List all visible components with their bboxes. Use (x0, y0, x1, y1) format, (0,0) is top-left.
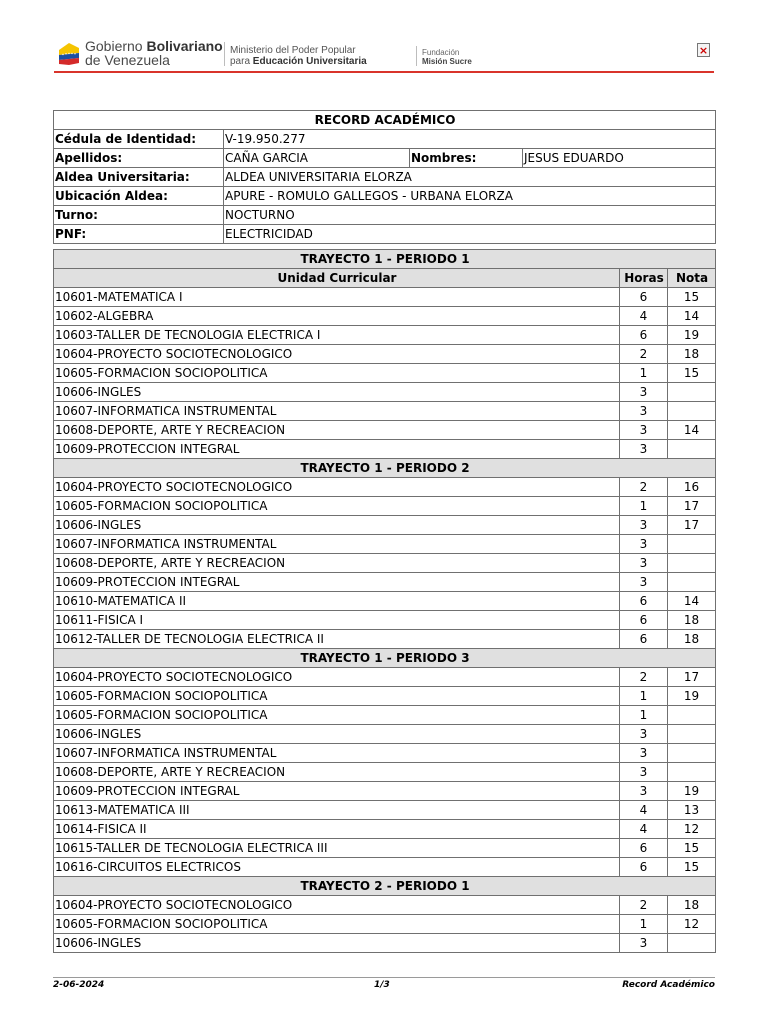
table-row (54, 554, 716, 573)
header-divider (224, 42, 225, 66)
unidad-cell: 10606-INGLES (54, 383, 620, 402)
nota-cell (668, 706, 716, 725)
turno-value: NOCTURNO (224, 206, 716, 225)
horas-column-header: Horas (620, 269, 668, 288)
section-row (54, 649, 716, 668)
unidad-cell: 10604-PROYECTO SOCIOTECNOLOGICO (54, 668, 620, 687)
nota-cell (668, 934, 716, 953)
table-row (54, 345, 716, 364)
section-row (54, 250, 716, 269)
nota-cell: 19 (668, 782, 716, 801)
horas-cell: 3 (620, 744, 668, 763)
table-row (54, 288, 716, 307)
unidad-cell: 10609-PROTECCION INTEGRAL (54, 573, 620, 592)
horas-cell: 1 (620, 497, 668, 516)
nota-cell: 17 (668, 516, 716, 535)
nota-cell (668, 440, 716, 459)
gobierno-logo-text: Gobierno Bolivariano de Venezuela (85, 38, 223, 68)
nota-cell (668, 402, 716, 421)
horas-cell: 3 (620, 440, 668, 459)
table-row (54, 801, 716, 820)
record-title: RECORD ACADÉMICO (54, 111, 716, 130)
nota-cell (668, 554, 716, 573)
table-row (54, 383, 716, 402)
horas-cell: 4 (620, 307, 668, 326)
unidad-cell: 10605-FORMACION SOCIOPOLITICA (54, 915, 620, 934)
nota-cell: 12 (668, 915, 716, 934)
footer-page-number: 1/3 (374, 980, 390, 990)
unidad-cell: 10606-INGLES (54, 934, 620, 953)
nota-cell (668, 383, 716, 402)
pnf-label: PNF: (54, 225, 224, 244)
nota-cell (668, 763, 716, 782)
ubicacion-value: APURE - ROMULO GALLEGOS - URBANA ELORZA (224, 187, 716, 206)
nota-cell: 15 (668, 288, 716, 307)
unidad-cell: 10611-FISICA I (54, 611, 620, 630)
table-row (54, 307, 716, 326)
header-divider (416, 46, 417, 66)
horas-cell: 2 (620, 668, 668, 687)
unidad-column-header: Unidad Curricular (54, 269, 620, 288)
nota-cell: 16 (668, 478, 716, 497)
table-row (54, 421, 716, 440)
table-row (54, 839, 716, 858)
horas-cell: 3 (620, 782, 668, 801)
venezuela-flag-icon (57, 40, 81, 66)
nota-cell: 18 (668, 896, 716, 915)
unidad-cell: 10616-CIRCUITOS ELECTRICOS (54, 858, 620, 877)
section-row (54, 877, 716, 896)
nota-cell: 19 (668, 687, 716, 706)
section-title: TRAYECTO 1 - PERIODO 3 (54, 649, 716, 668)
unidad-cell: 10603-TALLER DE TECNOLOGIA ELECTRICA I (54, 326, 620, 345)
table-row (54, 516, 716, 535)
table-row (54, 592, 716, 611)
page-header (0, 0, 768, 80)
table-row (54, 744, 716, 763)
unidad-cell: 10604-PROYECTO SOCIOTECNOLOGICO (54, 345, 620, 364)
horas-cell: 6 (620, 326, 668, 345)
table-row (54, 326, 716, 345)
fundacion-text: Fundación Misión Sucre (422, 48, 472, 66)
nota-cell: 18 (668, 630, 716, 649)
unidad-cell: 10608-DEPORTE, ARTE Y RECREACION (54, 554, 620, 573)
nota-cell: 19 (668, 326, 716, 345)
table-row (54, 896, 716, 915)
unidad-cell: 10605-FORMACION SOCIOPOLITICA (54, 497, 620, 516)
horas-cell: 4 (620, 801, 668, 820)
horas-cell: 3 (620, 573, 668, 592)
section-row (54, 459, 716, 478)
unidad-cell: 10607-INFORMATICA INSTRUMENTAL (54, 744, 620, 763)
unidad-cell: 10608-DEPORTE, ARTE Y RECREACION (54, 421, 620, 440)
nota-cell: 13 (668, 801, 716, 820)
unidad-cell: 10609-PROTECCION INTEGRAL (54, 440, 620, 459)
unidad-cell: 10605-FORMACION SOCIOPOLITICA (54, 364, 620, 383)
table-row (54, 668, 716, 687)
unidad-cell: 10602-ALGEBRA (54, 307, 620, 326)
aldea-label: Aldea Universitaria: (54, 168, 224, 187)
unidad-cell: 10610-MATEMATICA II (54, 592, 620, 611)
nota-cell (668, 725, 716, 744)
horas-cell: 6 (620, 630, 668, 649)
nota-cell: 15 (668, 364, 716, 383)
table-row (54, 725, 716, 744)
pnf-value: ELECTRICIDAD (224, 225, 716, 244)
section-title: TRAYECTO 1 - PERIODO 1 (54, 250, 716, 269)
unidad-cell: 10608-DEPORTE, ARTE Y RECREACION (54, 763, 620, 782)
nota-cell: 18 (668, 345, 716, 364)
student-info-table (53, 110, 716, 244)
horas-cell: 3 (620, 725, 668, 744)
nota-cell (668, 535, 716, 554)
footer-divider (53, 977, 715, 978)
nota-column-header: Nota (668, 269, 716, 288)
table-row (54, 915, 716, 934)
unidad-cell: 10604-PROYECTO SOCIOTECNOLOGICO (54, 896, 620, 915)
nota-cell: 14 (668, 592, 716, 611)
cedula-label: Cédula de Identidad: (54, 130, 224, 149)
horas-cell: 1 (620, 706, 668, 725)
ministerio-text: Ministerio del Poder Popular para Educación Universitaria (230, 45, 367, 67)
horas-cell: 2 (620, 345, 668, 364)
unidad-cell: 10609-PROTECCION INTEGRAL (54, 782, 620, 801)
table-row (54, 364, 716, 383)
unidad-cell: 10604-PROYECTO SOCIOTECNOLOGICO (54, 478, 620, 497)
nombres-value: JESUS EDUARDO (523, 149, 716, 168)
unidad-cell: 10615-TALLER DE TECNOLOGIA ELECTRICA III (54, 839, 620, 858)
header-accent-line (54, 71, 714, 73)
table-row (54, 497, 716, 516)
section-title: TRAYECTO 1 - PERIODO 2 (54, 459, 716, 478)
table-row (54, 630, 716, 649)
section-title: TRAYECTO 2 - PERIODO 1 (54, 877, 716, 896)
horas-cell: 2 (620, 896, 668, 915)
unidad-cell: 10607-INFORMATICA INSTRUMENTAL (54, 535, 620, 554)
horas-cell: 3 (620, 763, 668, 782)
unidad-cell: 10614-FISICA II (54, 820, 620, 839)
horas-cell: 6 (620, 858, 668, 877)
grades-table (53, 249, 716, 953)
horas-cell: 3 (620, 421, 668, 440)
nota-cell: 17 (668, 668, 716, 687)
unidad-cell: 10612-TALLER DE TECNOLOGIA ELECTRICA II (54, 630, 620, 649)
nota-cell: 15 (668, 839, 716, 858)
nota-cell: 17 (668, 497, 716, 516)
table-row (54, 820, 716, 839)
horas-cell: 3 (620, 516, 668, 535)
horas-cell: 3 (620, 934, 668, 953)
table-row (54, 858, 716, 877)
nota-cell: 14 (668, 421, 716, 440)
cedula-value: V-19.950.277 (224, 130, 716, 149)
table-row (54, 440, 716, 459)
horas-cell: 6 (620, 592, 668, 611)
table-row (54, 934, 716, 953)
horas-cell: 1 (620, 915, 668, 934)
horas-cell: 1 (620, 687, 668, 706)
nota-cell: 14 (668, 307, 716, 326)
horas-cell: 3 (620, 535, 668, 554)
unidad-cell: 10605-FORMACION SOCIOPOLITICA (54, 687, 620, 706)
horas-cell: 6 (620, 611, 668, 630)
table-row (54, 535, 716, 554)
nota-cell: 12 (668, 820, 716, 839)
nota-cell: 18 (668, 611, 716, 630)
unidad-cell: 10606-INGLES (54, 516, 620, 535)
grades-body (54, 250, 716, 953)
horas-cell: 4 (620, 820, 668, 839)
nota-cell (668, 744, 716, 763)
horas-cell: 3 (620, 383, 668, 402)
ubicacion-label: Ubicación Aldea: (54, 187, 224, 206)
table-row (54, 573, 716, 592)
table-row (54, 687, 716, 706)
footer-document-name: Record Académico (622, 980, 715, 990)
unidad-cell: 10605-FORMACION SOCIOPOLITICA (54, 706, 620, 725)
unidad-cell: 10606-INGLES (54, 725, 620, 744)
nota-cell (668, 573, 716, 592)
nota-cell: 15 (668, 858, 716, 877)
nombres-label: Nombres: (410, 149, 523, 168)
close-button[interactable]: × (698, 44, 709, 57)
horas-cell: 6 (620, 839, 668, 858)
table-row (54, 782, 716, 801)
aldea-value: ALDEA UNIVERSITARIA ELORZA (224, 168, 716, 187)
column-header-row (54, 269, 716, 288)
horas-cell: 2 (620, 478, 668, 497)
table-row (54, 763, 716, 782)
horas-cell: 6 (620, 288, 668, 307)
table-row (54, 611, 716, 630)
apellidos-label: Apellidos: (54, 149, 224, 168)
table-row (54, 402, 716, 421)
unidad-cell: 10601-MATEMATICA I (54, 288, 620, 307)
table-row (54, 706, 716, 725)
horas-cell: 1 (620, 364, 668, 383)
horas-cell: 3 (620, 402, 668, 421)
table-row (54, 478, 716, 497)
apellidos-value: CAÑA GARCIA (224, 149, 410, 168)
horas-cell: 3 (620, 554, 668, 573)
footer-date: 2-06-2024 (53, 980, 105, 990)
unidad-cell: 10607-INFORMATICA INSTRUMENTAL (54, 402, 620, 421)
turno-label: Turno: (54, 206, 224, 225)
unidad-cell: 10613-MATEMATICA III (54, 801, 620, 820)
